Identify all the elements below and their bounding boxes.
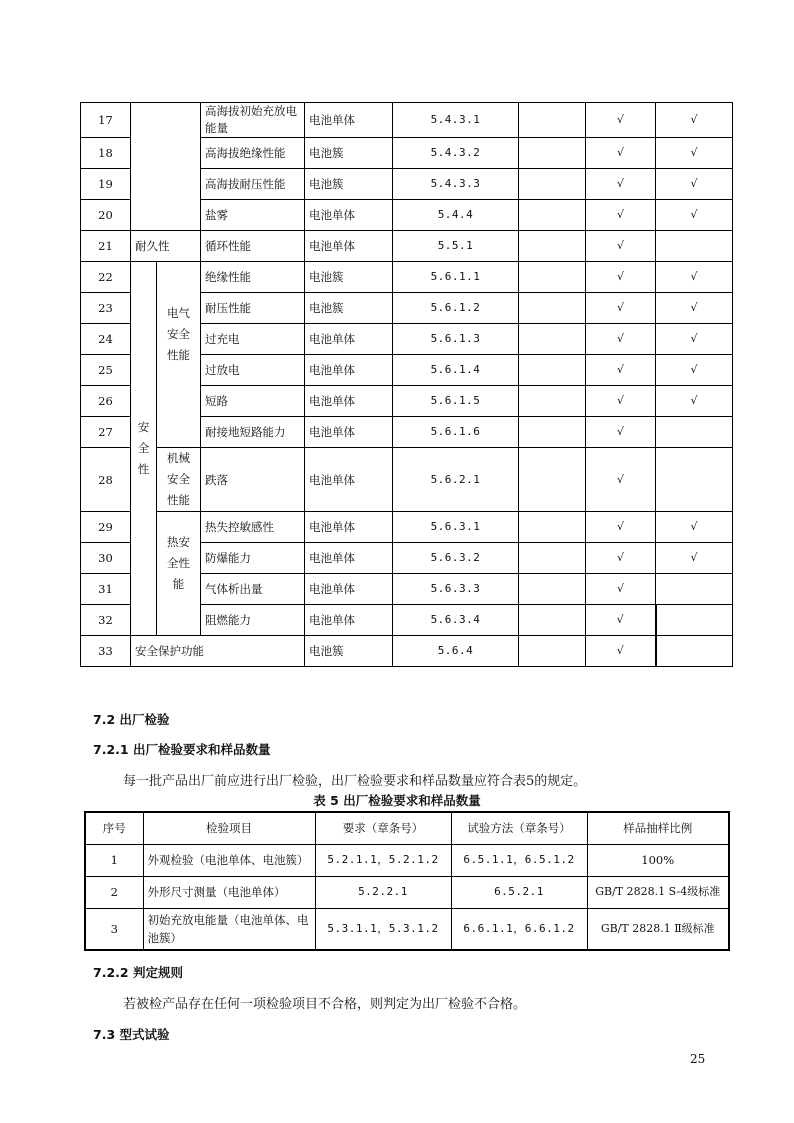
check-cell xyxy=(656,605,733,636)
check-cell: √ xyxy=(586,138,656,169)
check-cell xyxy=(519,448,586,512)
check-cell: √ xyxy=(586,417,656,448)
sample-cell: 电池单体 xyxy=(305,386,393,417)
check-cell xyxy=(656,636,733,667)
ratio-cell: 100% xyxy=(587,844,729,876)
sample-cell: 电池单体 xyxy=(305,200,393,231)
row-number: 32 xyxy=(81,605,131,636)
requirement-cell: 5.2.2.1 xyxy=(315,876,451,908)
sample-cell: 电池单体 xyxy=(305,512,393,543)
check-cell xyxy=(519,417,586,448)
item-cell: 跌落 xyxy=(201,448,305,512)
item-cell: 盐雾 xyxy=(201,200,305,231)
row-number: 33 xyxy=(81,636,131,667)
sample-cell: 电池单体 xyxy=(305,324,393,355)
item-cell: 阻燃能力 xyxy=(201,605,305,636)
row-number: 22 xyxy=(81,262,131,293)
row-number: 17 xyxy=(81,103,131,138)
sample-cell: 电池簇 xyxy=(305,138,393,169)
check-cell: √ xyxy=(586,543,656,574)
check-cell: √ xyxy=(586,574,656,605)
check-cell xyxy=(519,138,586,169)
subcategory-mechanical xyxy=(157,448,201,512)
item-cell: 耐压性能 xyxy=(201,293,305,324)
sample-cell: 电池单体 xyxy=(305,231,393,262)
item-cell: 热失控敏感性 xyxy=(201,512,305,543)
clause-cell: 5.4.4 xyxy=(393,200,519,231)
method-cell: 6.5.1.1，6.5.1.2 xyxy=(451,844,587,876)
check-cell xyxy=(519,605,586,636)
subcategory-thermal xyxy=(157,512,201,636)
check-cell: √ xyxy=(586,293,656,324)
table-row xyxy=(85,844,729,876)
row-number: 25 xyxy=(81,355,131,386)
check-cell xyxy=(519,169,586,200)
item-cell: 外观检验（电池单体、电池簇） xyxy=(143,844,315,876)
check-cell xyxy=(519,574,586,605)
check-cell xyxy=(519,324,586,355)
check-cell xyxy=(519,386,586,417)
paragraph-7-2-1: 每一批产品出厂前应进行出厂检验，出厂检验要求和样品数量应符合表5的规定。 xyxy=(123,774,587,789)
clause-cell: 5.6.1.3 xyxy=(393,324,519,355)
item-cell: 外形尺寸测量（电池单体） xyxy=(143,876,315,908)
row-number: 2 xyxy=(85,876,143,908)
item-cell: 初始充放电能量（电池单体、电池簇） xyxy=(143,908,315,950)
sample-cell: 电池单体 xyxy=(305,543,393,574)
check-cell: √ xyxy=(656,103,733,138)
check-cell: √ xyxy=(656,138,733,169)
check-cell: √ xyxy=(586,448,656,512)
column-header: 试验方法（章条号） xyxy=(451,812,587,844)
sample-cell: 电池簇 xyxy=(305,293,393,324)
check-cell xyxy=(519,355,586,386)
section-heading-7-2-2: 7.2.2 判定规则 xyxy=(93,965,183,980)
item-cell: 气体析出量 xyxy=(201,574,305,605)
check-cell: √ xyxy=(656,262,733,293)
subcategory-electrical-label: 电气安全性能 xyxy=(167,306,190,362)
check-cell: √ xyxy=(586,324,656,355)
clause-cell: 5.6.1.1 xyxy=(393,262,519,293)
page-number: 25 xyxy=(690,1052,706,1066)
clause-cell: 5.5.1 xyxy=(393,231,519,262)
column-header: 要求（章条号） xyxy=(315,812,451,844)
row-number: 3 xyxy=(85,908,143,950)
row-number: 19 xyxy=(81,169,131,200)
row-number: 23 xyxy=(81,293,131,324)
row-number: 24 xyxy=(81,324,131,355)
row-number: 20 xyxy=(81,200,131,231)
check-cell: √ xyxy=(586,169,656,200)
type-test-items-table xyxy=(80,102,733,667)
category-cell-empty xyxy=(131,103,201,231)
table-row xyxy=(85,876,729,908)
table-row xyxy=(81,512,733,543)
clause-cell: 5.6.1.6 xyxy=(393,417,519,448)
clause-cell: 5.6.2.1 xyxy=(393,448,519,512)
sample-cell: 电池单体 xyxy=(305,605,393,636)
check-cell: √ xyxy=(656,169,733,200)
check-cell xyxy=(656,417,733,448)
item-cell: 短路 xyxy=(201,386,305,417)
clause-cell: 5.6.4 xyxy=(393,636,519,667)
category-safety-label: 安全性 xyxy=(137,420,150,476)
item-cell: 绝缘性能 xyxy=(201,262,305,293)
clause-cell: 5.6.3.1 xyxy=(393,512,519,543)
paragraph-7-2-2: 若被检产品存在任何一项检验项目不合格，则判定为出厂检验不合格。 xyxy=(123,997,527,1012)
subcategory-electrical xyxy=(157,262,201,448)
column-header: 样品抽样比例 xyxy=(587,812,729,844)
check-cell xyxy=(656,574,733,605)
method-cell: 6.6.1.1，6.6.1.2 xyxy=(451,908,587,950)
requirement-cell: 5.3.1.1，5.3.1.2 xyxy=(315,908,451,950)
sample-cell: 电池单体 xyxy=(305,574,393,605)
check-cell xyxy=(656,448,733,512)
row-number: 30 xyxy=(81,543,131,574)
row-number: 26 xyxy=(81,386,131,417)
factory-inspection-table xyxy=(84,811,730,951)
row-number: 31 xyxy=(81,574,131,605)
check-cell xyxy=(519,200,586,231)
check-cell: √ xyxy=(656,200,733,231)
section-heading-7-2: 7.2 出厂检验 xyxy=(93,712,170,727)
item-cell: 过放电 xyxy=(201,355,305,386)
check-cell: √ xyxy=(656,324,733,355)
sample-cell: 电池单体 xyxy=(305,103,393,138)
row-number: 27 xyxy=(81,417,131,448)
item-cell: 高海拔初始充放电能量 xyxy=(201,103,305,138)
table-row xyxy=(81,231,733,262)
sample-cell: 电池单体 xyxy=(305,355,393,386)
table5-caption: 表 5 出厂检验要求和样品数量 xyxy=(313,793,481,808)
clause-cell: 5.4.3.2 xyxy=(393,138,519,169)
clause-cell: 5.6.3.4 xyxy=(393,605,519,636)
check-cell: √ xyxy=(586,200,656,231)
sample-cell: 电池簇 xyxy=(305,636,393,667)
check-cell: √ xyxy=(586,103,656,138)
sample-cell: 电池簇 xyxy=(305,169,393,200)
table-row xyxy=(81,262,733,293)
clause-cell: 5.4.3.1 xyxy=(393,103,519,138)
check-cell xyxy=(519,293,586,324)
requirement-cell: 5.2.1.1，5.2.1.2 xyxy=(315,844,451,876)
column-header: 序号 xyxy=(85,812,143,844)
check-cell xyxy=(519,543,586,574)
clause-cell: 5.6.3.2 xyxy=(393,543,519,574)
check-cell: √ xyxy=(586,512,656,543)
section-heading-7-3: 7.3 型式试验 xyxy=(93,1027,170,1042)
table-row xyxy=(81,448,733,512)
check-cell: √ xyxy=(586,605,656,636)
check-cell: √ xyxy=(656,386,733,417)
table-row xyxy=(81,103,733,138)
section-heading-7-2-1: 7.2.1 出厂检验要求和样品数量 xyxy=(93,742,271,757)
check-cell: √ xyxy=(586,262,656,293)
clause-cell: 5.6.1.2 xyxy=(393,293,519,324)
check-cell xyxy=(656,231,733,262)
clause-cell: 5.6.1.4 xyxy=(393,355,519,386)
sample-cell: 电池单体 xyxy=(305,448,393,512)
item-cell: 过充电 xyxy=(201,324,305,355)
subcategory-mechanical-label: 机械安全性能 xyxy=(167,451,190,507)
sample-cell: 电池单体 xyxy=(305,417,393,448)
check-cell xyxy=(519,636,586,667)
check-cell: √ xyxy=(586,636,656,667)
check-cell xyxy=(519,512,586,543)
check-cell: √ xyxy=(656,512,733,543)
category-safety xyxy=(131,262,157,636)
clause-cell: 5.4.3.3 xyxy=(393,169,519,200)
table-row xyxy=(81,636,733,667)
ratio-cell: GB/T 2828.1 S-4级标准 xyxy=(587,876,729,908)
row-number: 28 xyxy=(81,448,131,512)
item-cell: 耐接地短路能力 xyxy=(201,417,305,448)
row-number: 29 xyxy=(81,512,131,543)
check-cell: √ xyxy=(586,231,656,262)
check-cell xyxy=(519,262,586,293)
method-cell: 6.5.2.1 xyxy=(451,876,587,908)
item-cell: 安全保护功能 xyxy=(131,636,305,667)
category-durability: 耐久性 xyxy=(131,231,201,262)
item-cell: 高海拔绝缘性能 xyxy=(201,138,305,169)
table-header-row xyxy=(85,812,729,844)
check-cell: √ xyxy=(656,293,733,324)
row-number: 21 xyxy=(81,231,131,262)
item-cell: 防爆能力 xyxy=(201,543,305,574)
item-cell: 循环性能 xyxy=(201,231,305,262)
subcategory-thermal-label: 热安全性能 xyxy=(167,535,190,591)
table-row xyxy=(85,908,729,950)
item-cell: 高海拔耐压性能 xyxy=(201,169,305,200)
check-cell: √ xyxy=(656,355,733,386)
ratio-cell: GB/T 2828.1 Ⅱ级标准 xyxy=(587,908,729,950)
check-cell: √ xyxy=(656,543,733,574)
clause-cell: 5.6.1.5 xyxy=(393,386,519,417)
column-header: 检验项目 xyxy=(143,812,315,844)
clause-cell: 5.6.3.3 xyxy=(393,574,519,605)
sample-cell: 电池簇 xyxy=(305,262,393,293)
check-cell: √ xyxy=(586,355,656,386)
check-cell: √ xyxy=(586,386,656,417)
check-cell xyxy=(519,231,586,262)
check-cell xyxy=(519,103,586,138)
row-number: 18 xyxy=(81,138,131,169)
row-number: 1 xyxy=(85,844,143,876)
